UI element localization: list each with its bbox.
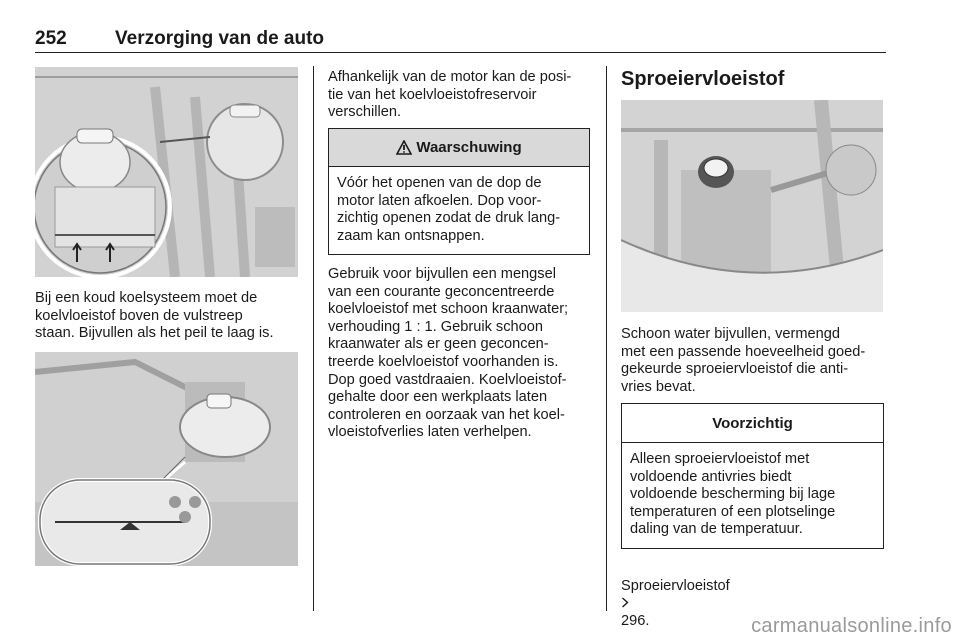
warning-header <box>329 129 589 167</box>
coolant-mixture-paragraph: Gebruik voor bijvullen een mengsel van een courante geconcentreerde koelvloeistof met schoon kraanwater; verhouding 1 : 1. Gebruik schoon kraanwater als er geen geconcen- treerde koelvloeistof voorhanden is. Dop goed vastdraaien. Koelvloeistof- gehalte door een werkplaats laten controleren en oorzaak van het koel- vloeistofverlies laten verhelpen. <box>328 266 569 441</box>
caution-title: Voorzichtig <box>712 414 793 432</box>
page-reference-icon <box>621 597 629 608</box>
caution-header <box>622 404 883 443</box>
washer-fluid-paragraph: Schoon water bijvullen, vermengd met een passende hoeveelheid goed- gekeurde sproeiervloeistof die anti- vries bevat. <box>621 326 866 395</box>
warning-box <box>328 128 590 255</box>
caution-box <box>621 403 884 549</box>
washer-fluid-reservoir-illustration <box>621 100 883 312</box>
column-divider-right <box>606 66 607 611</box>
reservoir-position-paragraph: Afhankelijk van de motor kan de posi- tie van het koelvloeistofreservoir verschillen. <box>328 69 572 121</box>
caution-text: Alleen sproeiervloeistof met voldoende antivries biedt voldoende bescherming bij lage temperaturen of een plotselinge daling van de temperatuur. <box>630 451 836 538</box>
page-number: 252 <box>35 28 67 49</box>
chapter-title: Verzorging van de auto <box>115 28 325 49</box>
coolant-level-paragraph: Bij een koud koelsysteem moet de koelvloeistof boven de vulstreep staan. Bijvullen als het peil te laag is. <box>35 290 274 342</box>
warning-text: Vóór het openen van de dop de motor laten afkoelen. Dop voor- zichtig openen zodat de druk lang- zaam kan ontsnappen. <box>337 175 561 244</box>
column-divider-left <box>313 66 314 611</box>
warning-title: Waarschuwing <box>416 139 522 156</box>
xref-page: 296. <box>621 612 650 629</box>
engine-bay-coolant-illustration <box>35 352 298 566</box>
warning-triangle-icon <box>396 140 412 155</box>
xref-label: Sproeiervloeistof <box>621 577 730 594</box>
coolant-reservoir-illustration <box>35 67 298 277</box>
watermark: carmanualsonline.info <box>751 615 952 637</box>
section-title: Sproeiervloeistof <box>621 68 785 90</box>
page-header <box>35 26 886 53</box>
